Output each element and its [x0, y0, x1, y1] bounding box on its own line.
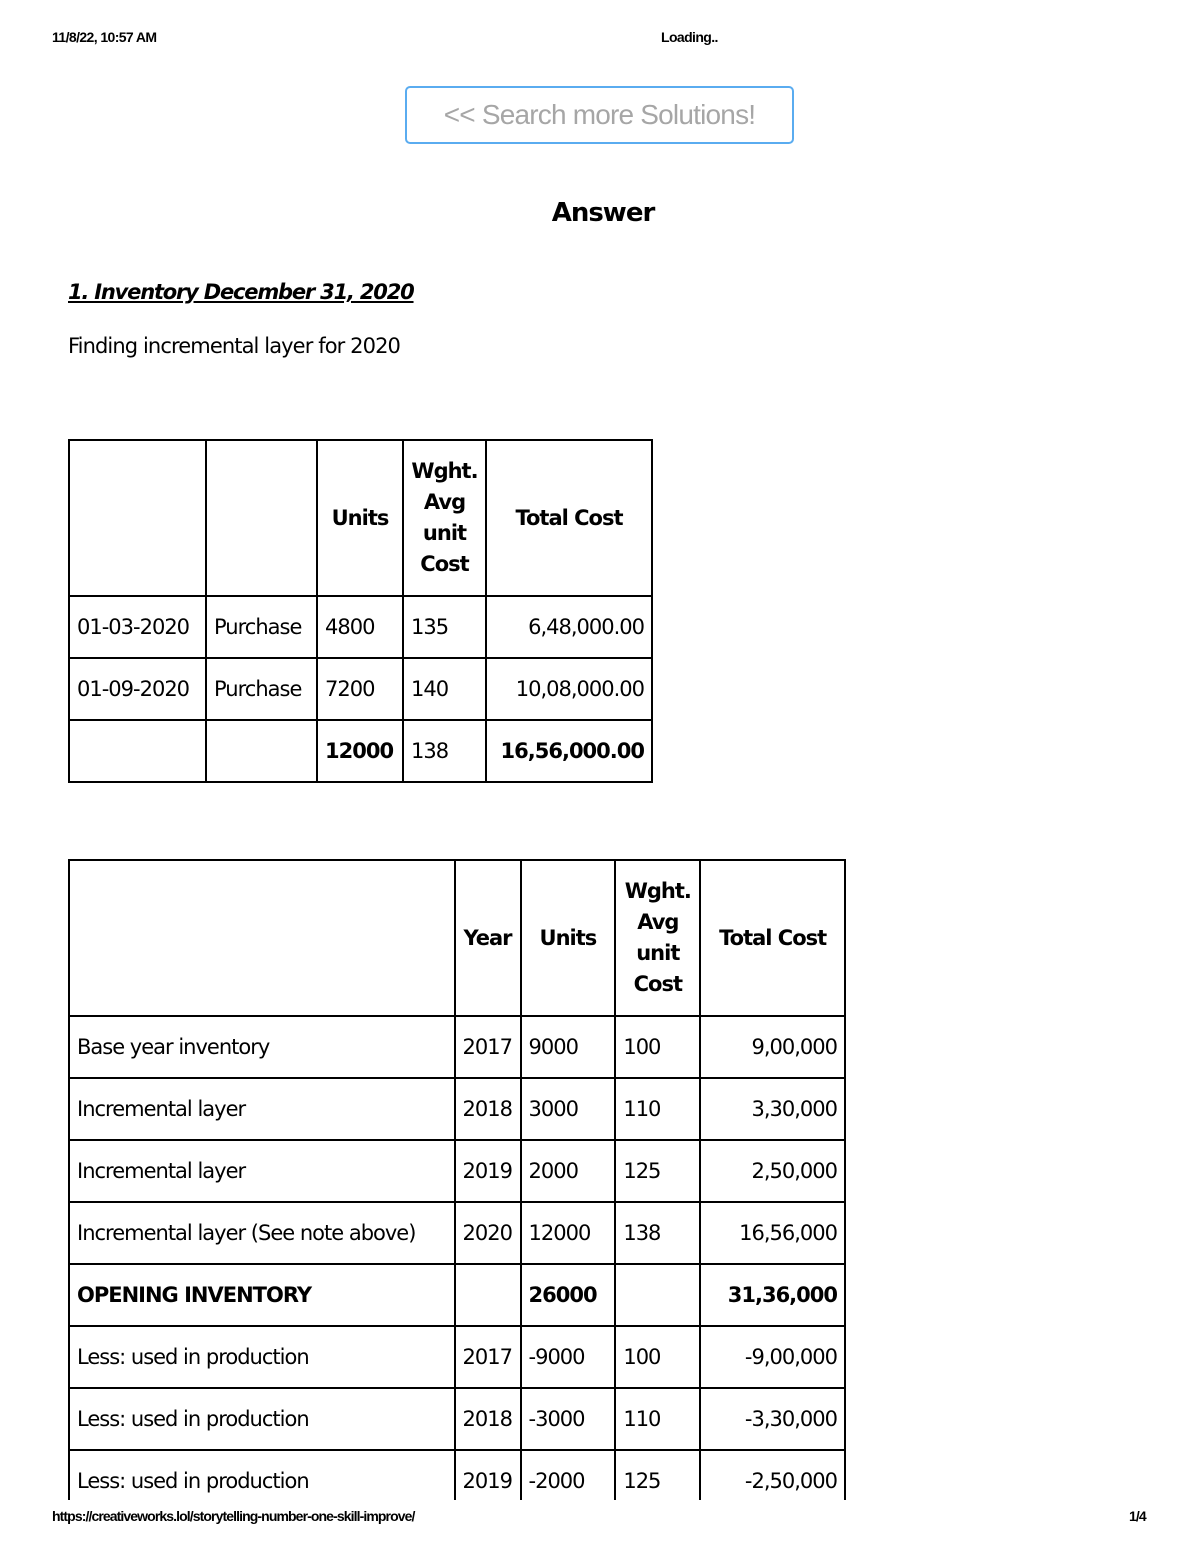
- units-cell: -9000: [521, 1326, 616, 1388]
- total-cost-cell: 10,08,000.00: [486, 658, 652, 720]
- table-header-row: [69, 440, 652, 596]
- avg-cost-cell: 110: [615, 1388, 700, 1450]
- avg-cost-cell: 140: [403, 658, 486, 720]
- header-units: Units: [521, 860, 616, 1016]
- avg-cost-cell: 100: [615, 1326, 700, 1388]
- header-year: Year: [455, 860, 521, 1016]
- description-cell: Less: used in production: [69, 1450, 455, 1500]
- type-cell: Purchase: [206, 658, 317, 720]
- header-total-cost: Total Cost: [700, 860, 845, 1016]
- avg-cost-cell: 110: [615, 1078, 700, 1140]
- header-units: Units: [317, 440, 403, 596]
- avg-cost-cell: 125: [615, 1450, 700, 1500]
- avg-cost-cell: 135: [403, 596, 486, 658]
- section-title: 1. Inventory December 31, 2020: [68, 280, 414, 304]
- purchases-table: [68, 439, 653, 783]
- table-row: [69, 658, 652, 720]
- answer-heading: Answer: [551, 198, 655, 228]
- type-cell: Purchase: [206, 596, 317, 658]
- inventory-layers-table: [68, 859, 846, 1500]
- date-cell: 01-09-2020: [69, 658, 206, 720]
- table-row: [69, 1450, 845, 1500]
- year-cell: 2020: [455, 1202, 521, 1264]
- print-footer-url: https://creativeworks.lol/storytelling-number-one-skill-improve/: [52, 1508, 415, 1524]
- total-cost-cell: -3,30,000: [700, 1388, 845, 1450]
- table-row: [69, 596, 652, 658]
- total-cost-total-cell: 16,56,000.00: [486, 720, 652, 782]
- total-cost-cell: -2,50,000: [700, 1450, 845, 1500]
- total-cost-cell: 3,30,000: [700, 1078, 845, 1140]
- layers-table-container: [68, 859, 846, 1500]
- total-cost-cell: 31,36,000: [700, 1264, 845, 1326]
- print-page-title: Loading..: [661, 29, 718, 45]
- total-cost-cell: -9,00,000: [700, 1326, 845, 1388]
- description-cell: Incremental layer: [69, 1078, 455, 1140]
- table-header-row: [69, 860, 845, 1016]
- units-cell: 9000: [521, 1016, 616, 1078]
- total-cost-cell: 6,48,000.00: [486, 596, 652, 658]
- date-cell: [69, 720, 206, 782]
- description-cell: Incremental layer: [69, 1140, 455, 1202]
- avg-cost-cell: 138: [403, 720, 486, 782]
- table-total-row: [69, 720, 652, 782]
- table-row: [69, 1078, 845, 1140]
- header-avg-cost: Wght. Avg unit Cost: [615, 860, 700, 1016]
- description-cell: Less: used in production: [69, 1326, 455, 1388]
- header-total-cost: Total Cost: [486, 440, 652, 596]
- search-more-solutions-button[interactable]: << Search more Solutions!: [405, 86, 794, 144]
- units-cell: 4800: [317, 596, 403, 658]
- units-cell: -3000: [521, 1388, 616, 1450]
- description-cell: Less: used in production: [69, 1388, 455, 1450]
- units-cell: 26000: [521, 1264, 616, 1326]
- year-cell: 2018: [455, 1078, 521, 1140]
- date-cell: 01-03-2020: [69, 596, 206, 658]
- units-cell: 2000: [521, 1140, 616, 1202]
- total-cost-cell: 16,56,000: [700, 1202, 845, 1264]
- avg-cost-cell: [615, 1264, 700, 1326]
- table-row: [69, 1140, 845, 1202]
- total-cost-cell: 9,00,000: [700, 1016, 845, 1078]
- avg-cost-cell: 125: [615, 1140, 700, 1202]
- table-row: [69, 1016, 845, 1078]
- avg-cost-cell: 138: [615, 1202, 700, 1264]
- description-cell: OPENING INVENTORY: [69, 1264, 455, 1326]
- units-cell: 3000: [521, 1078, 616, 1140]
- year-cell: 2017: [455, 1326, 521, 1388]
- header-cell: [69, 440, 206, 596]
- units-cell: 7200: [317, 658, 403, 720]
- section-intro: Finding incremental layer for 2020: [68, 334, 401, 358]
- print-page-number: 1/4: [1129, 1508, 1146, 1524]
- year-cell: 2018: [455, 1388, 521, 1450]
- year-cell: [455, 1264, 521, 1326]
- year-cell: 2019: [455, 1140, 521, 1202]
- year-cell: 2017: [455, 1016, 521, 1078]
- year-cell: 2019: [455, 1450, 521, 1500]
- description-cell: Incremental layer (See note above): [69, 1202, 455, 1264]
- header-avg-cost: Wght. Avg unit Cost: [403, 440, 486, 596]
- units-cell: 12000: [521, 1202, 616, 1264]
- print-datetime: 11/8/22, 10:57 AM: [52, 29, 157, 45]
- table-row: [69, 1388, 845, 1450]
- avg-cost-cell: 100: [615, 1016, 700, 1078]
- units-cell: -2000: [521, 1450, 616, 1500]
- table-row: [69, 1326, 845, 1388]
- total-cost-cell: 2,50,000: [700, 1140, 845, 1202]
- table-row: [69, 1202, 845, 1264]
- header-cell: [69, 860, 455, 1016]
- header-cell: [206, 440, 317, 596]
- type-cell: [206, 720, 317, 782]
- opening-inventory-row: [69, 1264, 845, 1326]
- description-cell: Base year inventory: [69, 1016, 455, 1078]
- units-total-cell: 12000: [317, 720, 403, 782]
